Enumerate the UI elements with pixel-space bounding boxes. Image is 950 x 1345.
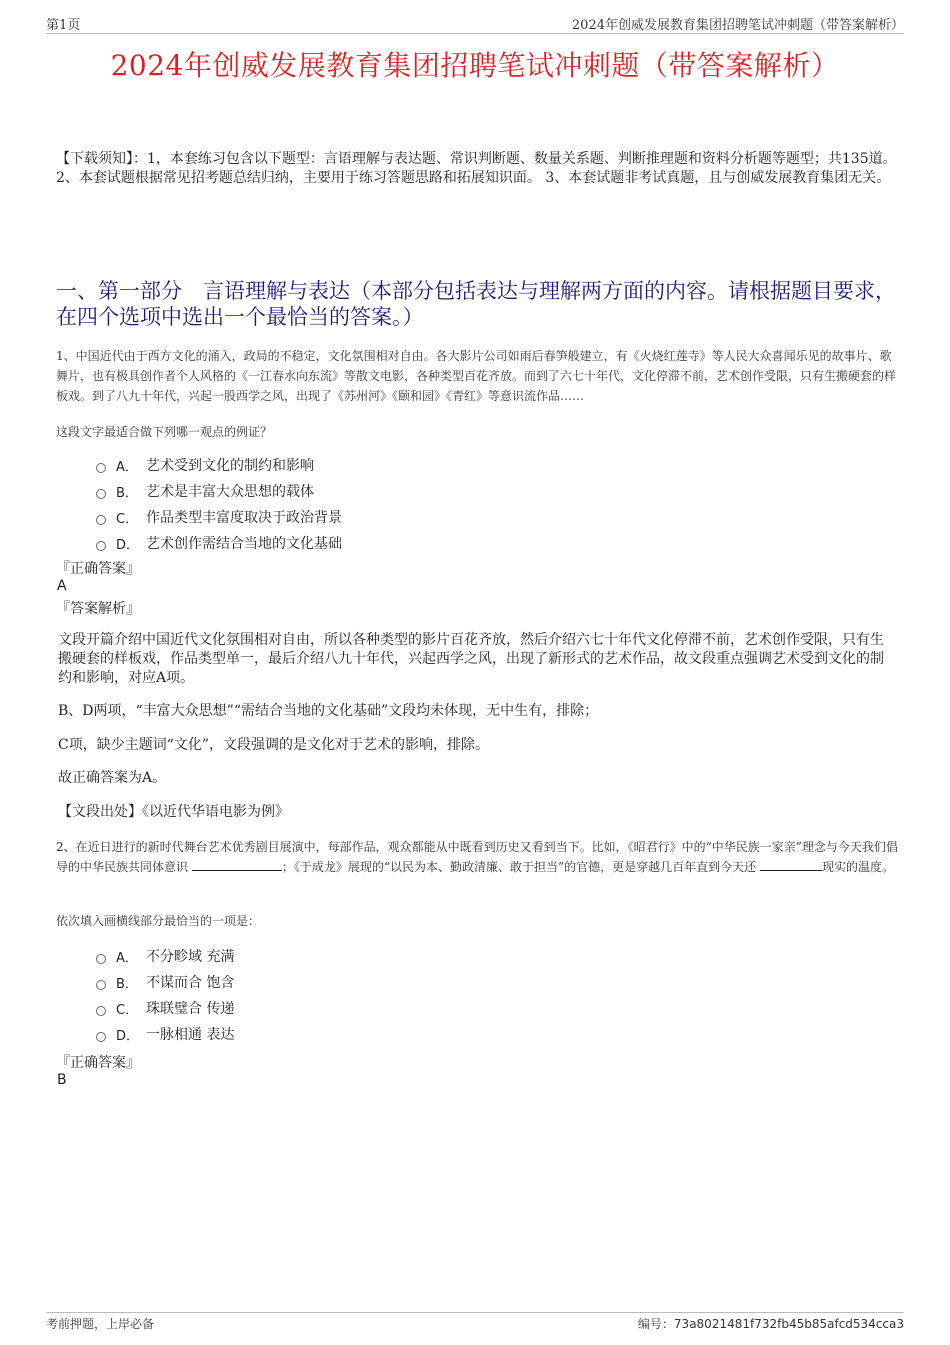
- q1-analysis-p3: C项，缺少主题词“文化”，文段强调的是文化对于艺术的影响，排除。: [58, 737, 490, 753]
- q1-option-b[interactable]: B． 艺术是丰富大众思想的载体: [96, 479, 342, 503]
- q1-answer-label: 『正确答案』: [56, 561, 140, 577]
- q2-answer: B: [57, 1072, 67, 1088]
- q2-question: 依次填入画横线部分最恰当的一项是：: [56, 914, 261, 928]
- q2-stem: 2、在近日进行的新时代舞台艺术优秀剧目展演中，每部作品，观众都能从中既看到历史又看到当下。比如，《昭君行》中的“中华民族一家亲”理念与今天我们倡导的中华民族共同体意识 ；《于成龙》展现的“以民为本、勤政清廉、敢于担当”的官德，更是穿越几百年直到今天还 现实的温度。: [56, 840, 898, 874]
- radio-icon[interactable]: [96, 980, 106, 990]
- q1-analysis-p1: 文段开篇介绍中国近代文化氛围相对自由，所以各种类型的影片百花齐放，然后介绍六七十年代文化停滞不前，艺术创作受限，只有生搬硬套的样板戏，作品类型单一，最后介绍八九十年代，兴起西学之风，出现了新形式的艺术作品，故文段重点强调艺术受到文化的制约和影响，对应A项。: [58, 632, 884, 686]
- radio-icon[interactable]: [96, 954, 106, 964]
- q1-option-c[interactable]: C． 作品类型丰富度取决于政治背景: [96, 505, 342, 529]
- q2-option-d[interactable]: D． 一脉相通 表达: [96, 1022, 234, 1046]
- radio-icon[interactable]: [96, 1006, 106, 1016]
- q1-analysis-label: 『答案解析』: [56, 601, 140, 617]
- radio-icon[interactable]: [96, 1032, 106, 1042]
- q1-analysis-p2: B、D两项，“丰富大众思想”“需结合当地的文化基础”文段均未体现，无中生有，排除；: [58, 703, 599, 719]
- fill-blank-2: [760, 858, 822, 871]
- header-doc-title: 2024年创威发展教育集团招聘笔试冲刺题（带答案解析）: [571, 18, 904, 33]
- header-divider: [46, 33, 904, 34]
- footer-code: 编号：73a8021481f732fb45b85afcd534cca3: [637, 1317, 904, 1331]
- section-heading: 一、第一部分 言语理解与表达（本部分包括表达与理解两方面的内容。请根据题目要求，在四个选项中选出一个最恰当的答案。）: [56, 279, 896, 329]
- radio-icon[interactable]: [96, 541, 106, 551]
- footer-slogan: 考前押题，上岸必备: [46, 1317, 155, 1331]
- q1-answer: A: [57, 578, 67, 594]
- q2-options: [96, 944, 234, 1046]
- footer-divider: [46, 1312, 904, 1313]
- q1-option-a[interactable]: A． 艺术受到文化的制约和影响: [96, 453, 342, 477]
- q1-question: 这段文字最适合做下列哪一观点的例证？: [56, 425, 273, 439]
- download-notice: 【下载须知】：1，本套练习包含以下题型：言语理解与表达题、常识判断题、数量关系题、判断推理题和资料分析题等题型；共135道。 2、本套试题根据常见招考题总结归纳，主要用于练习答题思路和拓展知识面。 3、本套试题非考试真题，且与创威发展教育集团无关。: [56, 151, 897, 186]
- q1-analysis-p4: 故正确答案为A。: [58, 770, 167, 786]
- q1-source: 【文段出处】《以近代华语电影为例》: [58, 804, 289, 820]
- q2-answer-label: 『正确答案』: [56, 1055, 140, 1071]
- q1-options: [96, 453, 342, 555]
- q2-option-b[interactable]: B． 不谋而合 饱含: [96, 970, 234, 994]
- fill-blank-1: [192, 858, 282, 871]
- q1-option-d[interactable]: D． 艺术创作需结合当地的文化基础: [96, 531, 342, 555]
- radio-icon[interactable]: [96, 489, 106, 499]
- page-title: 2024年创威发展教育集团招聘笔试冲刺题（带答案解析）: [110, 49, 840, 82]
- page-number: 第1页: [46, 18, 81, 33]
- radio-icon[interactable]: [96, 463, 106, 473]
- q2-option-c[interactable]: C． 珠联璧合 传递: [96, 996, 234, 1020]
- q2-option-a[interactable]: A． 不分畛域 充满: [96, 944, 234, 968]
- q1-stem: 1、中国近代由于西方文化的涌入，政局的不稳定，文化氛围相对自由。各大影片公司如雨后春笋般建立，有《火烧红莲寺》等人民大众喜闻乐见的故事片、歌舞片，也有极具创作者个人风格的《一江春水向东流》等散文电影，各种类型百花齐放。而到了六七十年代，文化停滞不前，艺术创作受限，只有生搬硬套的样板戏。到了八九十年代，兴起一股西学之风，出现了《苏州河》《颐和园》《青红》等意识流作品……: [56, 349, 897, 403]
- radio-icon[interactable]: [96, 515, 106, 525]
